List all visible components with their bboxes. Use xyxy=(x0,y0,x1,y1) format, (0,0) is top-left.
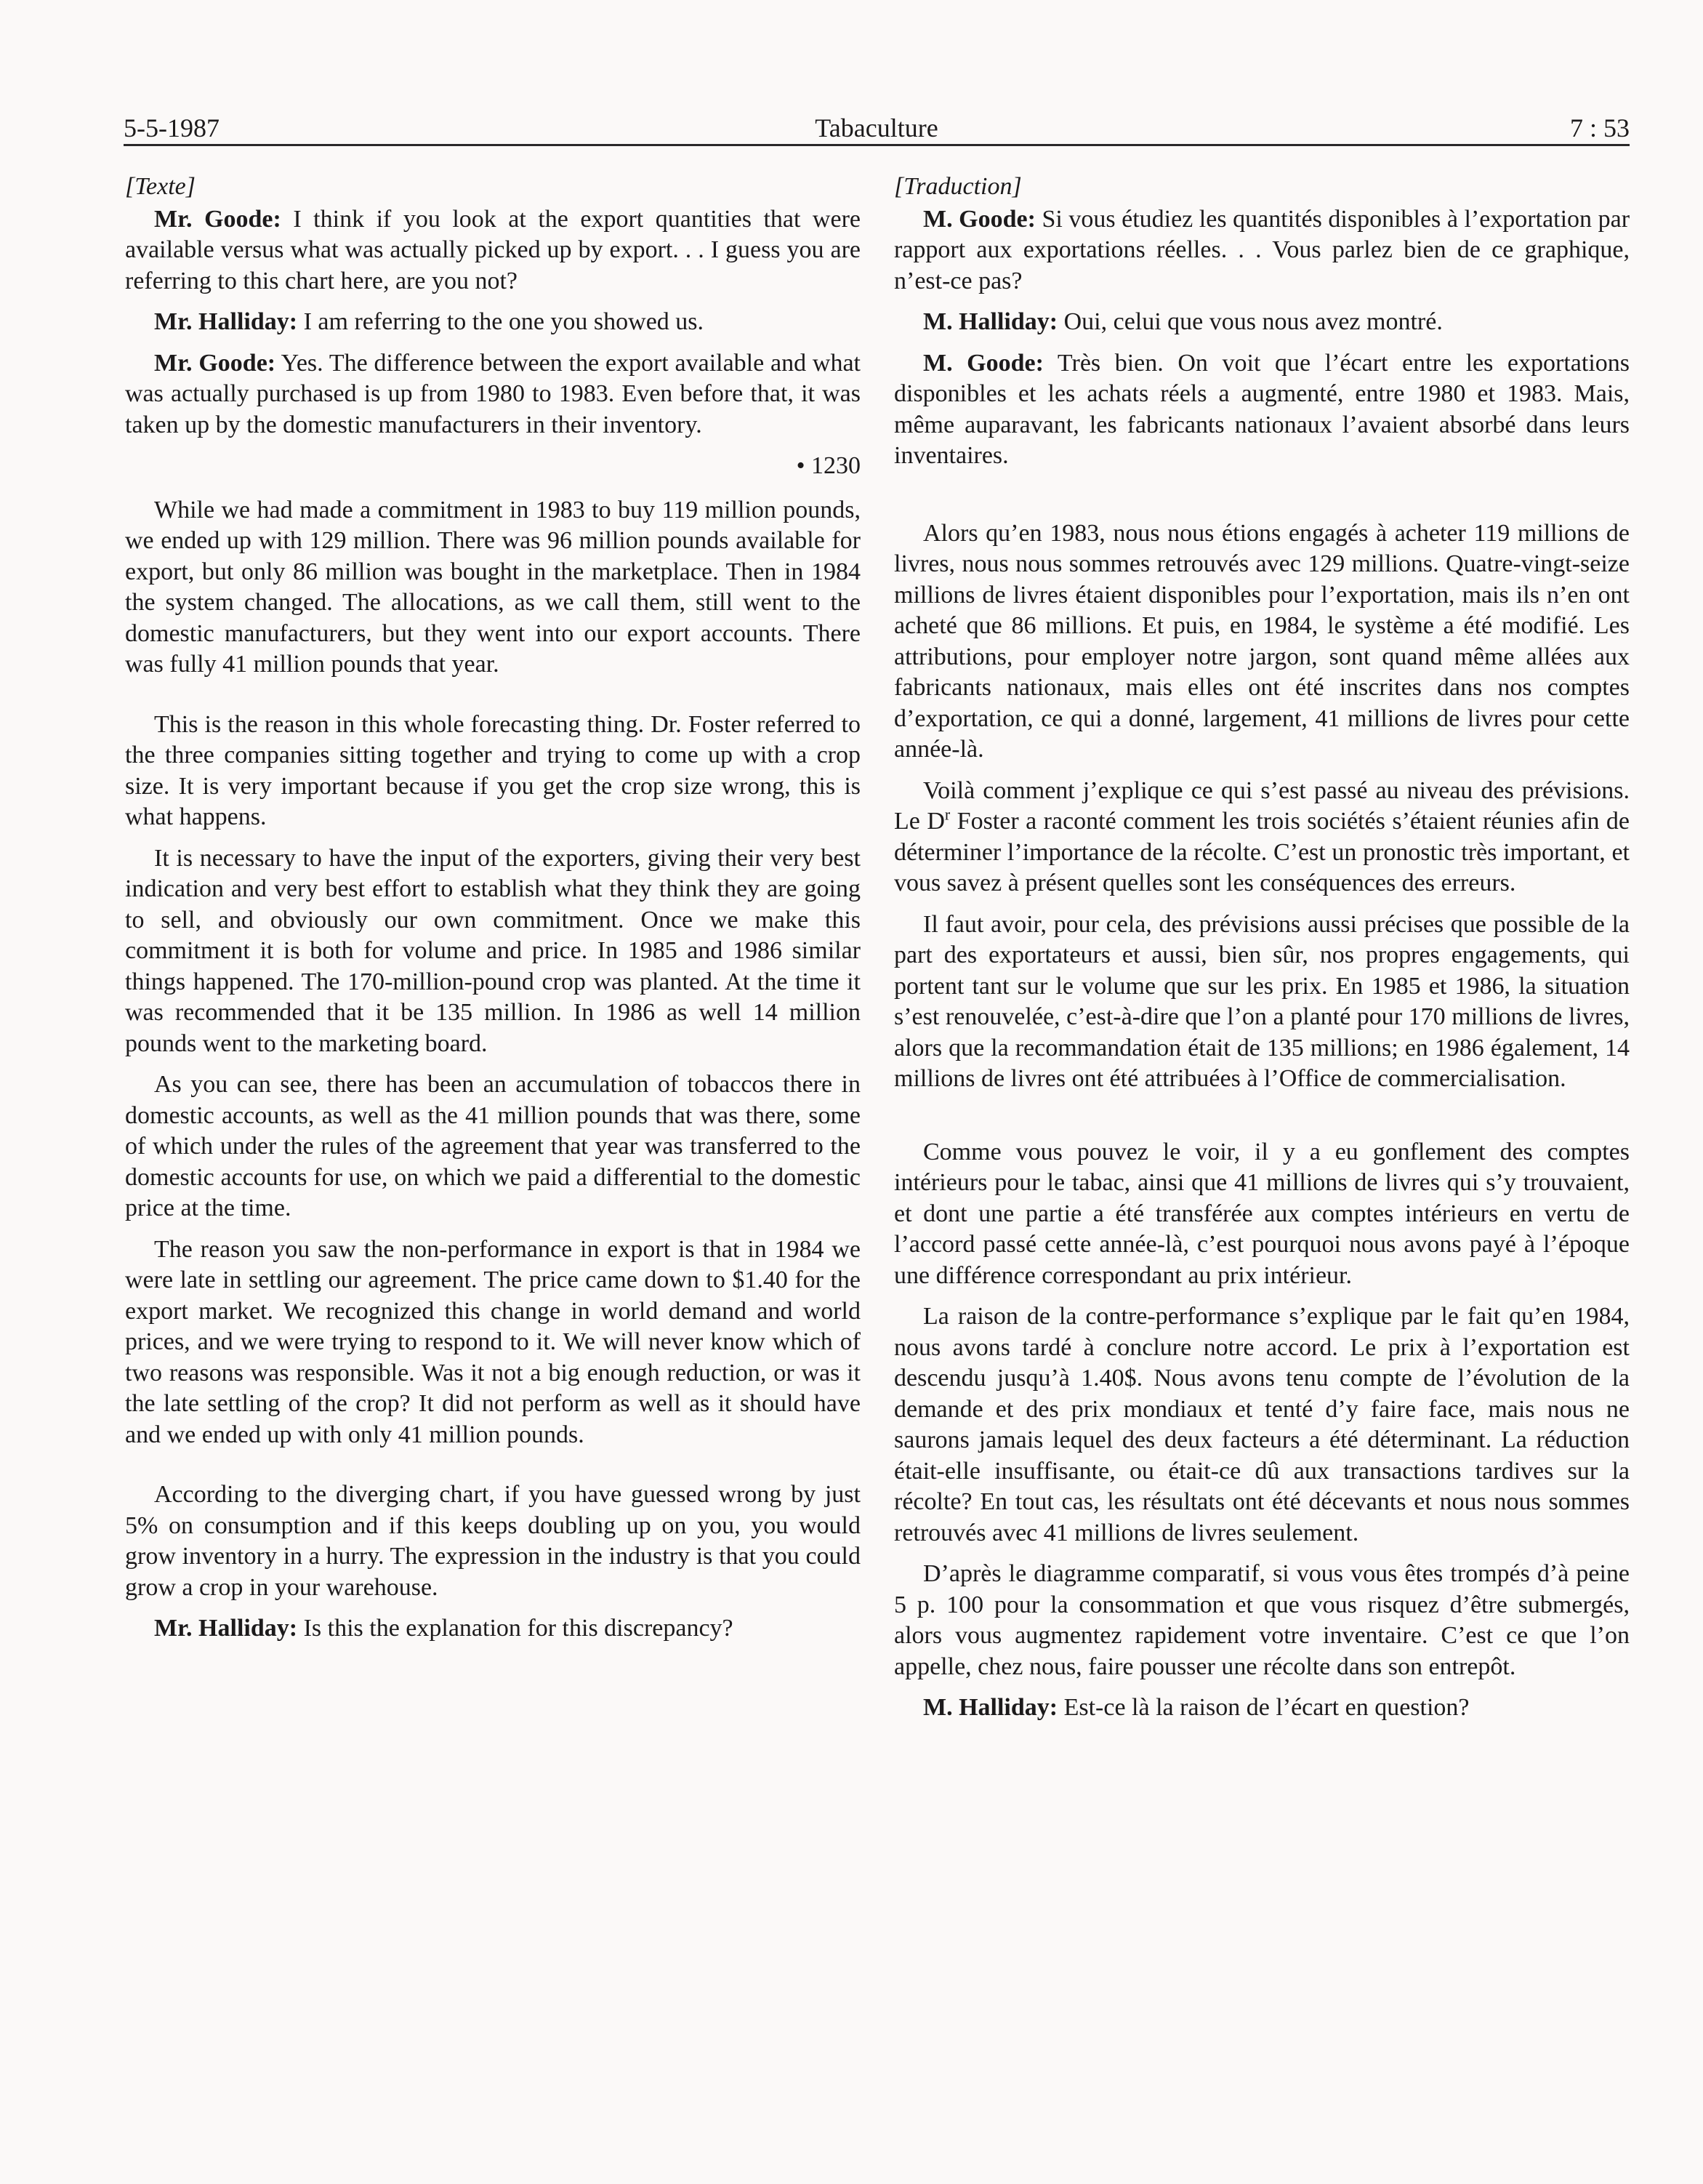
paragraph-text: Is this the explanation for this discrepancy? xyxy=(297,1615,733,1642)
speaker-name: Mr. Goode: xyxy=(154,349,276,377)
english-paragraph-5: This is the reason in this whole forecasting thing. Dr. Foster referred to the three companies sitting together and trying to come up with a crop size. It is very important because if you get the crop size wrong, this is what happens. xyxy=(125,710,861,830)
english-tag-text: Texte xyxy=(134,173,186,200)
english-paragraph-3 xyxy=(125,348,861,441)
paragraph-text: I am referring to the one you showed us. xyxy=(297,308,704,335)
paragraph-text: Si vous étudiez les quantités disponibles à l’exportation par rapport aux exportations réelles. . . Vous parlez bien de ce graphique, n’est-ce pas? xyxy=(894,205,1630,294)
paragraph-text: Voilà comment j’explique ce qui s’est passé au niveau des prévisions. Le D xyxy=(894,776,1630,835)
french-paragraph-5 xyxy=(894,776,1630,899)
paragraph-text: Très bien. On voit que l’écart entre les exportations disponibles et les achats réels a augmenté, entre 1980 et 1983. Mais, même auparavant, les fabricants nationaux l’avaient absorbé dans leurs inventaires. xyxy=(894,349,1630,469)
english-column xyxy=(125,172,861,1655)
speaker-name: Mr. Halliday: xyxy=(154,308,298,335)
french-tag-text: Traduction xyxy=(903,173,1012,200)
english-paragraph-7: As you can see, there has been an accumulation of tobaccos there in domestic accounts, as well as the 41 million pounds that was there, some of which under the rules of the agreement that year was transferred to the domestic accounts for use, on which we paid a differential to the domestic price at the time. xyxy=(125,1071,861,1221)
paragraph-text: I think if you look at the export quantities that were available versus what was actually picked up by export. . . I guess you are referring to this chart here, are you not? xyxy=(125,205,861,294)
speaker-name: M. Halliday: xyxy=(923,308,1058,335)
french-paragraph-10 xyxy=(894,1693,1630,1724)
header-page-number: 7 : 53 xyxy=(1569,113,1630,142)
speaker-name: Mr. Halliday: xyxy=(154,1615,298,1642)
paragraph-text: Est-ce là la raison de l’écart en question? xyxy=(1058,1694,1470,1721)
english-paragraph-1 xyxy=(125,204,861,297)
english-paragraph-6: It is necessary to have the input of the exporters, giving their very best indication and very best effort to establish what they think they are going to sell, and obviously our own commitment. Once we make this commitment it is both for volume and price. In 1985 and 1986 similar things happened. The 170-million-pound crop was planted. At the time it was recommended that it be 135 million. In 1986 as well 14 million pounds went to the marketing board. xyxy=(125,844,861,1057)
english-paragraph-4: While we had made a commitment in 1983 to buy 119 million pounds, we ended up with 129 million. There was 96 million pounds available for export, but only 86 million was bought in the marketplace. Then in 1984 the system changed. The allocations, as we call them, still went to the domestic manufacturers, but they went into our export accounts. There was fully 41 million pounds that year. xyxy=(125,496,861,678)
french-paragraph-7: Comme vous pouvez le voir, il y a eu gonflement des comptes intérieurs pour le tabac, ainsi que 41 millions de livres qui s’y trouvaient, et dont une partie a été transférée aux comptes intérieurs en vertu de l’accord passé cette année-là, c’est pourquoi nous avons payé à l’époque une différence correspondant au prix intérieur. xyxy=(894,1138,1630,1289)
french-paragraph-3 xyxy=(894,348,1630,472)
french-language-tag: [Traduction] xyxy=(894,173,1022,200)
paragraph-text: Oui, celui que vous nous avez montré. xyxy=(1058,308,1443,335)
french-paragraph-9: D’après le diagramme comparatif, si vous vous êtes trompés d’à peine 5 p. 100 pour la consommation et que vous risquez d’être submergés, alors vous augmentez rapidement votre inventaire. C’est ce que l’on appelle, chez nous, faire pousser une récolte dans son entrepôt. xyxy=(894,1560,1630,1680)
header-rule xyxy=(124,144,1630,146)
english-paragraph-9: According to the diverging chart, if you have guessed wrong by just 5% on consumption and if this keeps doubling up on you, you would grow inventory in a hurry. The expression in the industry is that you could grow a crop in your warehouse. xyxy=(125,1481,861,1601)
superscript-r: r xyxy=(944,805,951,824)
english-paragraph-10 xyxy=(125,1613,861,1645)
french-paragraph-6: Il faut avoir, pour cela, des prévisions aussi précises que possible de la part des exportateurs et aussi, bien sûr, nos propres engagements, qui portent tant sur le volume que sur les prix. En 1985 et 1986, la situation s’est renouvelée, c’est-à-dire que l’on a planté pour 170 millions de livres, alors que la recommandation était de 135 millions; en 1986 également, 14 millions de livres ont été attribuées à l’Office de commercialisation. xyxy=(894,910,1630,1092)
speaker-name: M. Halliday: xyxy=(923,1694,1058,1721)
french-column xyxy=(894,172,1630,1734)
french-paragraph-2 xyxy=(894,307,1630,338)
speaker-name: Mr. Goode: xyxy=(154,205,281,233)
english-language-tag: [Texte] xyxy=(125,173,196,200)
header-title: Tabaculture xyxy=(815,113,938,142)
english-paragraph-8: The reason you saw the non-performance in export is that in 1984 we were late in settling our agreement. The price came down to $1.40 for the export market. We recognized this change in world demand and world prices, and we were trying to respond to it. We will never know which of two reasons was responsible. Was it not a big enough reduction, or was it the late settling of the crop? It did not perform as well as it should have and we ended up with only 41 million pounds. xyxy=(125,1235,861,1448)
french-paragraph-1 xyxy=(894,204,1630,297)
speaker-name: M. Goode: xyxy=(923,349,1044,377)
english-paragraph-2 xyxy=(125,307,861,338)
speaker-name: M. Goode: xyxy=(923,205,1036,233)
header-date: 5-5-1987 xyxy=(124,113,220,142)
paragraph-text: Yes. The difference between the export available and what was actually purchased is up from 1980 to 1983. Even before that, it was taken up by the domestic manufacturers in their inventory. xyxy=(125,349,861,438)
french-paragraph-4: Alors qu’en 1983, nous nous étions engagés à acheter 119 millions de livres, nous nous sommes retrouvés avec 129 millions. Quatre-vingt-seize millions de livres étaient disponibles pour l’exportation, mais ils n’en ont acheté que 86 millions. Et puis, en 1984, le système a été modifié. Les attributions, pour employer notre jargon, sont quand même allées aux fabricants nationaux, mais elles ont été inscrites dans nos comptes d’exportation, ce qui a donné, largement, 41 millions de livres pour cette année-là. xyxy=(894,519,1630,763)
running-header xyxy=(124,109,1630,147)
time-marker: • 1230 xyxy=(796,452,861,479)
french-paragraph-8: La raison de la contre-performance s’explique par le fait qu’en 1984, nous avons tardé à conclure notre accord. Le prix à l’exportation est descendu jusqu’à 1.40$. Nous avons tenu compte de l’évolution de la demande et des prix mondiaux et tenté d’y faire face, mais nous ne saurons jamais lequel des deux facteurs a été déterminant. La réduction était-elle insuffisante, ou était-ce dû aux transactions tardives sur la récolte? En tout cas, les résultats ont été décevants et nous nous sommes retrouvés avec 41 millions de livres seulement. xyxy=(894,1303,1630,1546)
paragraph-text: Foster a raconté comment les trois sociétés s’étaient réunies afin de déterminer l’importance de la récolte. C’est un pronostic très important, et vous savez à présent quelles sont les conséquences des erreurs. xyxy=(894,808,1630,896)
